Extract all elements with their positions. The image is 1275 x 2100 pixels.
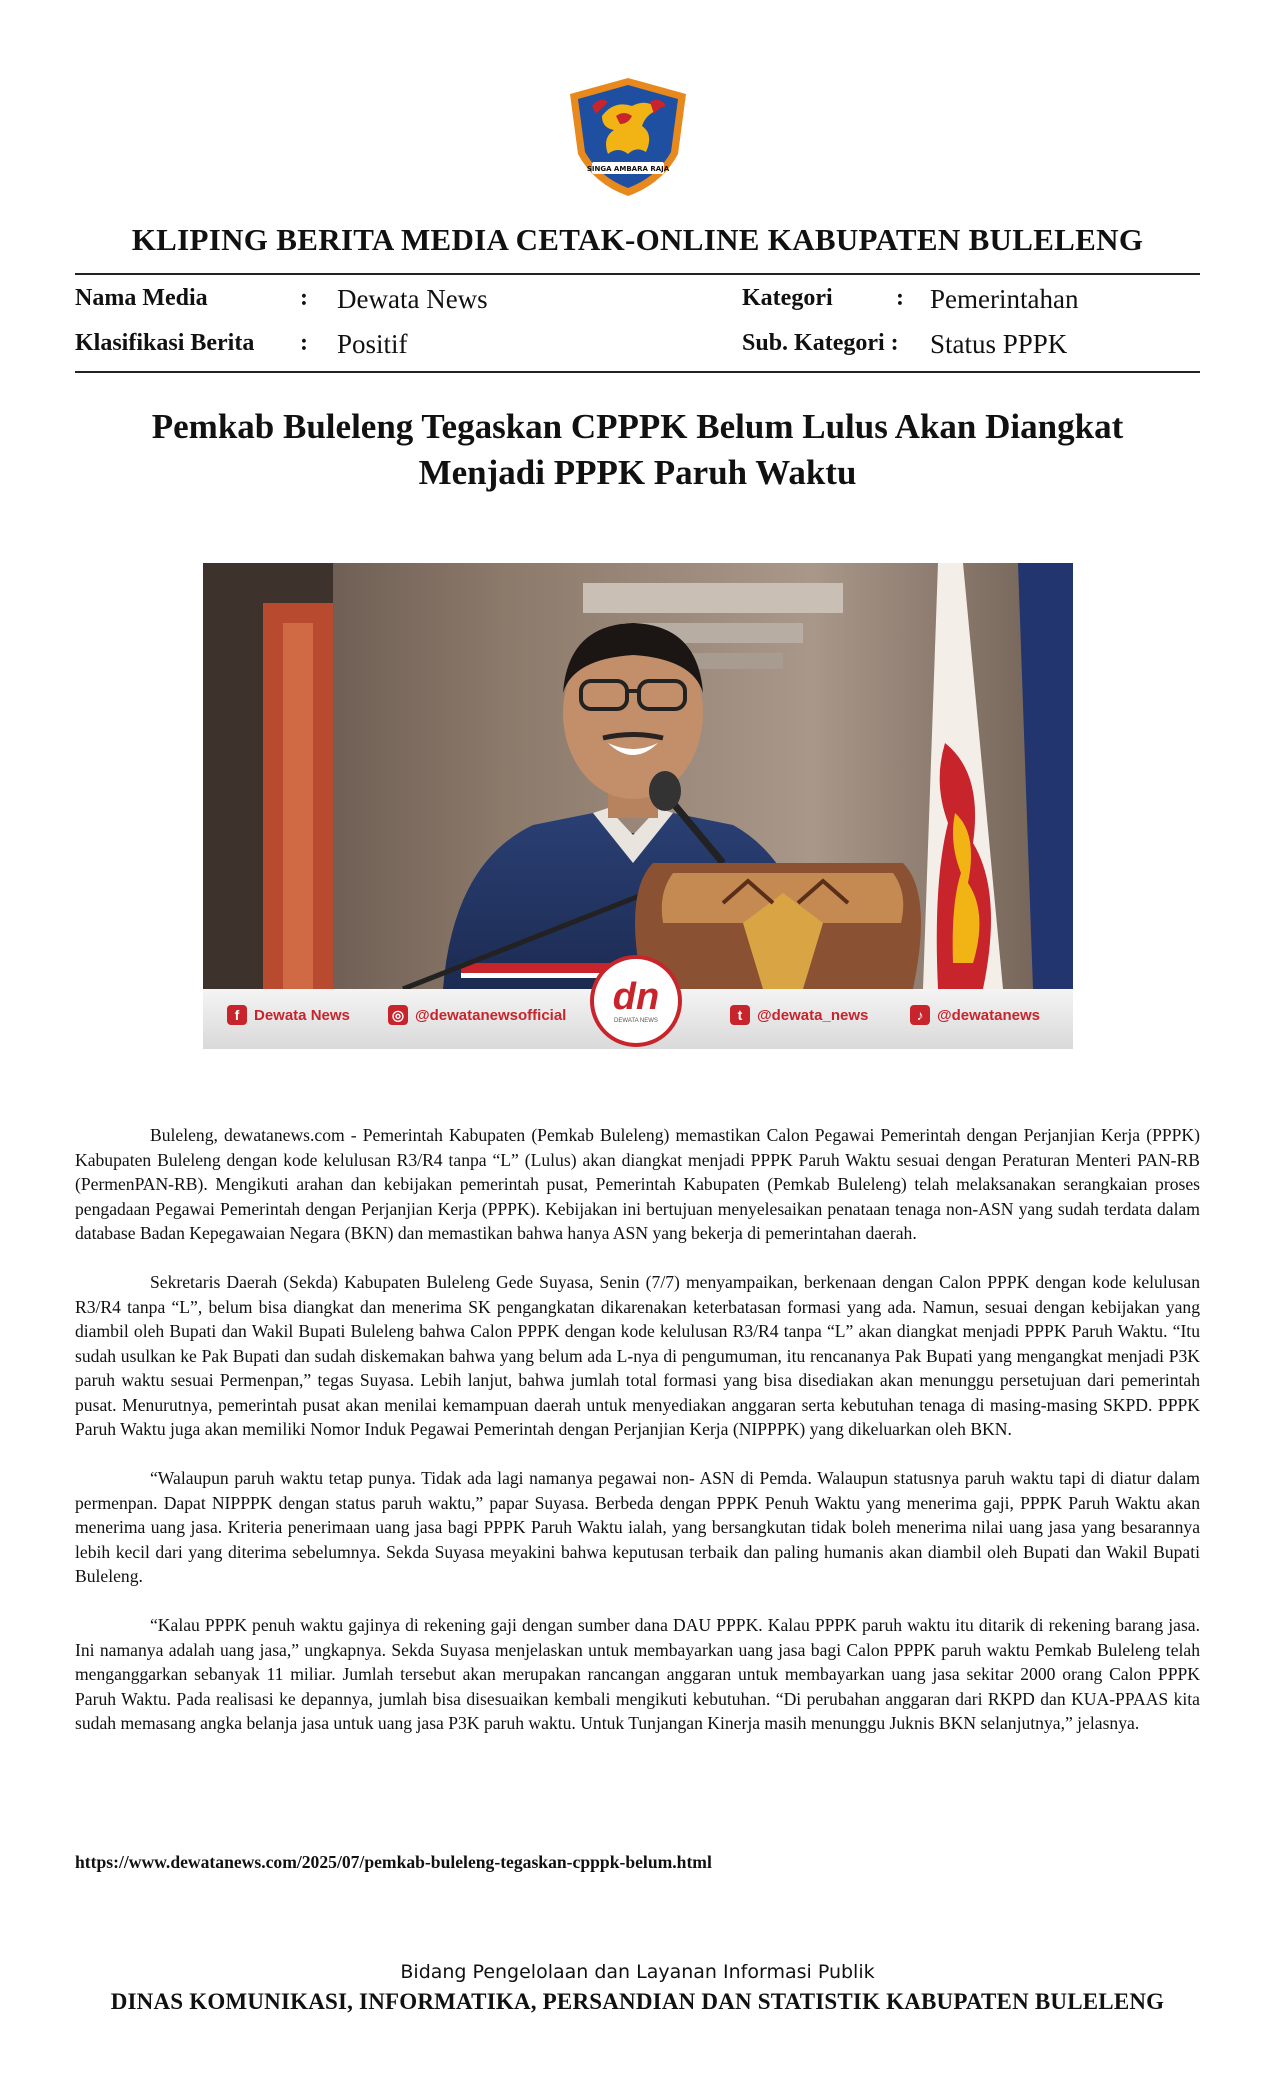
media-name-label: Nama Media	[75, 285, 208, 311]
media-name-value: Dewata News	[337, 284, 488, 314]
tiktok-icon: ♪	[910, 1005, 930, 1025]
badge-caption: DEWATA NEWS	[614, 1018, 658, 1024]
article-paragraph-3: “Walaupun paruh waktu tetap punya. Tidak ada lagi namanya pegawai non- ASN di Pemda. Walaupun statusnya paruh waktu tapi di diatur dalam permenpan. Dapat NIPPPK dengan status paruh waktu,” papar Suyasa. Berbeda dengan PPPK Penuh Waktu yang menerima gaji, PPPK Paruh Waktu akan menerima uang jasa. Kriteria penerimaan uang jasa bagi PPPK Paruh Waktu ialah, yang bersangkutan tidak boleh menerima nilai uang jasa yang besarannya lebih kecil dari yang diterima sebelumnya. Sekda Suyasa meyakini bahwa keputusan terbaik dan paling humanis akan diambil oleh Bupati dan Wakil Bupati Buleleng.	[75, 1468, 1200, 1586]
social-twitter	[730, 1005, 868, 1025]
headline-line-2: Menjadi PPPK Paruh Waktu	[418, 453, 857, 492]
social-instagram	[388, 1005, 566, 1025]
source-url-link[interactable]: https://www.dewatanews.com/2025/07/pemkab-buleleng-tegaskan-cpppk-belum.html	[75, 1852, 712, 1872]
article-paragraph-4: “Kalau PPPK penuh waktu gajinya di rekening gaji dengan sumber dana DAU PPPK. Kalau PPPK paruh waktu itu ditarik di rekening barang jasa. Ini namanya adalah uang jasa,” ungkapnya. Sekda Suyasa menjelaskan untuk membayarkan uang jasa bagi Calon PPPK paruh waktu Pemkab Buleleng telah menganggarkan sebanyak 11 miliar. Jumlah tersebut akan merupakan rancangan anggaran untuk membayarkan uang jasa sekitar 2000 orang Calon PPPK Paruh Waktu. Pada realisasi ke depannya, jumlah bisa disesuaikan kembali mengikuti kebutuhan. “Di perubahan anggaran dari RKPD dan KUA-PPAAS kita sudah memasang angka belanja jasa untuk uang jasa P3K paruh waktu. Untuk Tunjangan Kinerja masih menunggu Juknis BKN selanjutnya,” jelasnya.	[75, 1615, 1200, 1733]
crest-motto: SINGA AMBARA RAJA	[586, 165, 670, 173]
subcategory-label: Sub. Kategori :	[742, 330, 899, 356]
article-paragraph-1: Buleleng, dewatanews.com - Pemerintah Kabupaten (Pemkab Buleleng) memastikan Calon Pegawai Pemerintah dengan Perjanjian Kerja (PPPK) Kabupaten Buleleng dengan kode kelulusan R3/R4 tanpa “L” (Lulus) akan diangkat menjadi PPPK Paruh Waktu sesuai dengan Peraturan Menteri PAN-RB (PermenPAN-RB). Mengikuti arahan dan kebijakan pemerintah pusat, Pemerintah Kabupaten (Pemkab Buleleng) telah melaksanakan serangkaian proses pengadaan Pegawai Pemerintah dengan Perjanjian Kerja (PPPK). Kebijakan ini bertujuan menyelesaikan penataan tenaga non-ASN yang sudah terdata dalam database Badan Kepegawaian Negara (BKN) dan memastikan bahwa hanya ASN yang bekerja di pemerintahan daerah.	[75, 1125, 1200, 1243]
badge-initials: dn	[612, 976, 660, 1018]
header-divider-top	[75, 273, 1200, 275]
dewata-news-badge-logo	[590, 955, 682, 1047]
twitter-icon: t	[730, 1005, 750, 1025]
footer-agency: DINAS KOMUNIKASI, INFORMATIKA, PERSANDIAN DAN STATISTIK KABUPATEN BULELENG	[110, 1989, 1165, 2014]
article-photo	[203, 563, 1073, 1049]
subcategory-value: Status PPPK	[930, 329, 1068, 359]
category-label: Kategori	[742, 285, 833, 311]
article-headline	[75, 404, 1200, 496]
social-tiktok	[910, 1005, 1040, 1025]
social-facebook-label: Dewata News	[254, 1006, 350, 1024]
social-facebook	[227, 1005, 350, 1025]
classification-colon: :	[300, 330, 308, 356]
category-colon: :	[896, 285, 904, 311]
social-tiktok-label: @dewatanews	[937, 1006, 1040, 1024]
footer-division: Bidang Pengelolaan dan Layanan Informasi Publik	[400, 1961, 875, 1983]
classification-value: Positif	[337, 329, 408, 359]
social-instagram-label: @dewatanewsofficial	[415, 1006, 567, 1024]
buleleng-crest-logo	[562, 76, 694, 198]
article-paragraph-2: Sekretaris Daerah (Sekda) Kabupaten Buleleng Gede Suyasa, Senin (7/7) menyampaikan, berkenaan dengan Calon PPPK dengan kode kelulusan R3/R4 tanpa “L”, belum bisa diangkat dan menerima SK pengangkatan dikarenakan keterbatasan formasi yang ada. Namun, sesuai dengan kebijakan yang diambil oleh Bupati dan Wakil Bupati Buleleng bahwa Calon PPPK dengan kode kelulusan R3/R4 tanpa “L” akan diangkat menjadi PPPK Paruh Waktu. “Itu sudah usulkan ke Pak Bupati dan sudah diskemakan bahwa yang belum ada L-nya di pengumuman, itu rencananya Pak Bupati yang mengangkat menjadi P3K paruh waktu sesuai Permenpan,” tegas Suyasa. Lebih lanjut, bahwa jumlah total formasi yang bisa disediakan akan menunggu persetujuan dari pemerintah pusat. Menurutnya, pemerintah pusat akan menilai kemampuan daerah untuk menyediakan anggaran serta kebutuhan tenaga di masing-masing SKPD. PPPK Paruh Waktu juga akan memiliki Nomor Induk Pegawai Pemerintah dengan Perjanjian Kerja (NIPPPK) yang dikeluarkan oleh BKN.	[75, 1272, 1200, 1439]
facebook-icon: f	[227, 1005, 247, 1025]
headline-line-1: Pemkab Buleleng Tegaskan CPPPK Belum Lulus Akan Diangkat	[151, 407, 1124, 446]
instagram-icon: ◎	[388, 1005, 408, 1025]
header-divider-bottom	[75, 371, 1200, 373]
clipping-title: KLIPING BERITA MEDIA CETAK-ONLINE KABUPATEN BULELENG	[131, 222, 1144, 257]
media-name-colon: :	[300, 285, 308, 311]
classification-label: Klasifikasi Berita	[75, 330, 255, 356]
social-twitter-label: @dewata_news	[757, 1006, 869, 1024]
article-body	[75, 1123, 1200, 1760]
category-value: Pemerintahan	[930, 284, 1079, 314]
